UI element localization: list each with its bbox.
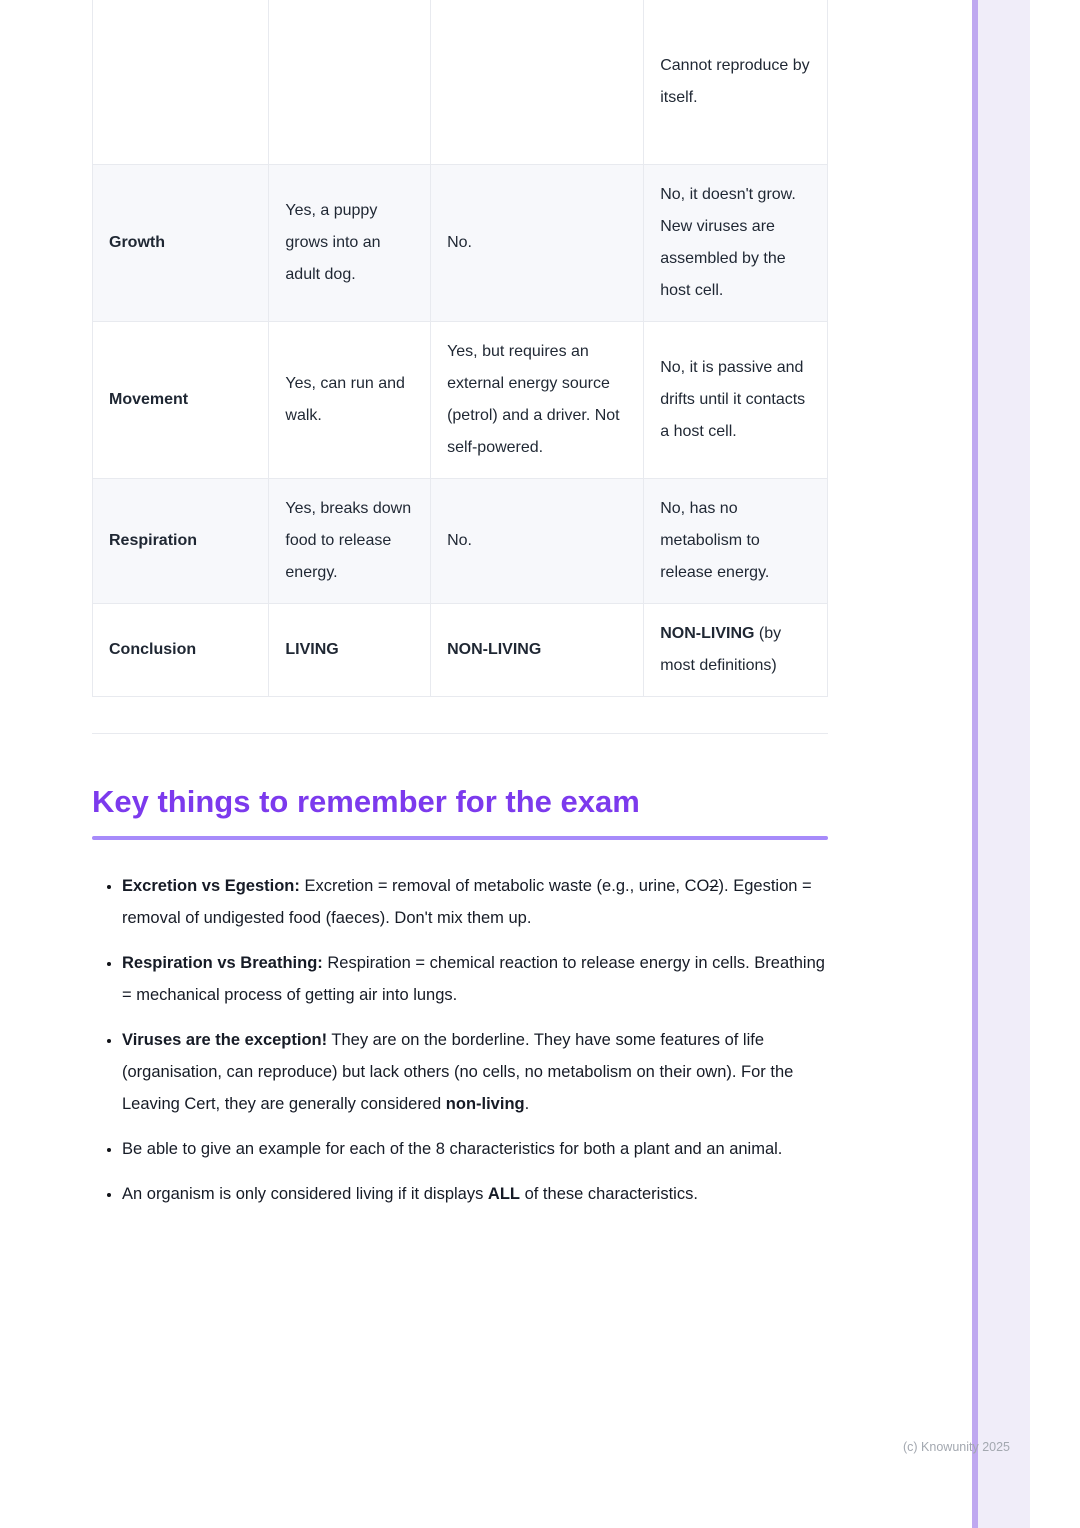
- table-cell: [644, 321, 828, 478]
- text-segment: No, has no metabolism to release energy.: [660, 499, 770, 581]
- text-segment: ALL: [487, 1184, 520, 1203]
- table-cell: [431, 478, 644, 603]
- table-row: [93, 0, 828, 164]
- text-segment: (by most definitions): [660, 624, 782, 674]
- table-row: [93, 478, 828, 603]
- section-divider: [92, 733, 828, 734]
- row-label: Movement: [93, 321, 269, 478]
- table-cell: [644, 0, 828, 164]
- text-segment: Respiration = chemical reaction to release energy in cells. Breathing = mechanical process of getting air into lungs.: [122, 953, 825, 1004]
- key-point-item: [122, 1024, 828, 1120]
- table-cell: [269, 321, 431, 478]
- row-label: Conclusion: [93, 603, 269, 696]
- text-segment: NON-LIVING: [447, 640, 542, 658]
- text-segment: Respiration vs Breathing:: [122, 953, 323, 972]
- text-segment: 2: [709, 876, 719, 895]
- key-point-item: [122, 947, 828, 1011]
- text-segment: No.: [447, 531, 472, 549]
- key-points-list: [92, 870, 828, 1210]
- table-cell: [431, 603, 644, 696]
- table-cell: [431, 0, 644, 164]
- text-segment: They are on the borderline. They have some features of life (organisation, can reproduce) but lack others (no cells, no metabolism on their own). For the Leaving Cert, they are generally considered: [122, 1030, 794, 1113]
- copyright-notice: (c) Knowunity 2025: [903, 1440, 1011, 1454]
- text-segment: non-living: [445, 1094, 525, 1113]
- key-point-item: [122, 1133, 828, 1165]
- row-label: [93, 0, 269, 164]
- table-row: [93, 603, 828, 696]
- text-segment: No, it is passive and drifts until it contacts a host cell.: [660, 358, 806, 440]
- text-segment: Yes, can run and walk.: [285, 374, 405, 424]
- text-segment: LIVING: [285, 640, 339, 658]
- text-segment: No, it doesn't grow. New viruses are assembled by the host cell.: [660, 185, 796, 299]
- table-cell: [269, 164, 431, 321]
- table-cell: [644, 603, 828, 696]
- row-label: Growth: [93, 164, 269, 321]
- table-cell: [644, 164, 828, 321]
- document-content: [92, 0, 828, 1223]
- table-cell: [269, 0, 431, 164]
- text-segment: Yes, but requires an external energy source (petrol) and a driver. Not self-powered.: [447, 342, 620, 456]
- text-segment: An organism is only considered living if it displays: [122, 1184, 488, 1203]
- text-segment: of these characteristics.: [520, 1184, 698, 1203]
- text-segment: ). Egestion = removal of undigested food (faeces). Don't mix them up.: [122, 876, 812, 927]
- section-heading: Key things to remember for the exam: [92, 783, 640, 819]
- text-segment: .: [524, 1094, 530, 1113]
- table-cell: [269, 603, 431, 696]
- side-margin-strip: [978, 0, 1030, 1528]
- text-segment: Excretion vs Egestion:: [122, 876, 300, 895]
- text-segment: Excretion = removal of metabolic waste (e.g., urine, CO: [299, 876, 710, 895]
- row-label: Respiration: [93, 478, 269, 603]
- text-segment: Be able to give an example for each of the 8 characteristics for both a plant and an animal.: [122, 1139, 783, 1158]
- table-cell: [269, 478, 431, 603]
- table-cell: [431, 164, 644, 321]
- text-segment: Yes, breaks down food to release energy.: [285, 499, 412, 581]
- table-row: [93, 321, 828, 478]
- text-segment: Yes, a puppy grows into an adult dog.: [285, 201, 381, 283]
- heading-underline: [92, 836, 828, 840]
- comparison-table: [92, 0, 828, 697]
- table-row: [93, 164, 828, 321]
- table-cell: [644, 478, 828, 603]
- table-cell: [431, 321, 644, 478]
- key-point-item: [122, 870, 828, 934]
- text-segment: Viruses are the exception!: [122, 1030, 328, 1049]
- text-segment: No.: [447, 233, 472, 251]
- text-segment: Cannot reproduce by itself.: [660, 56, 810, 106]
- key-point-item: [122, 1178, 828, 1210]
- text-segment: NON-LIVING: [660, 624, 755, 642]
